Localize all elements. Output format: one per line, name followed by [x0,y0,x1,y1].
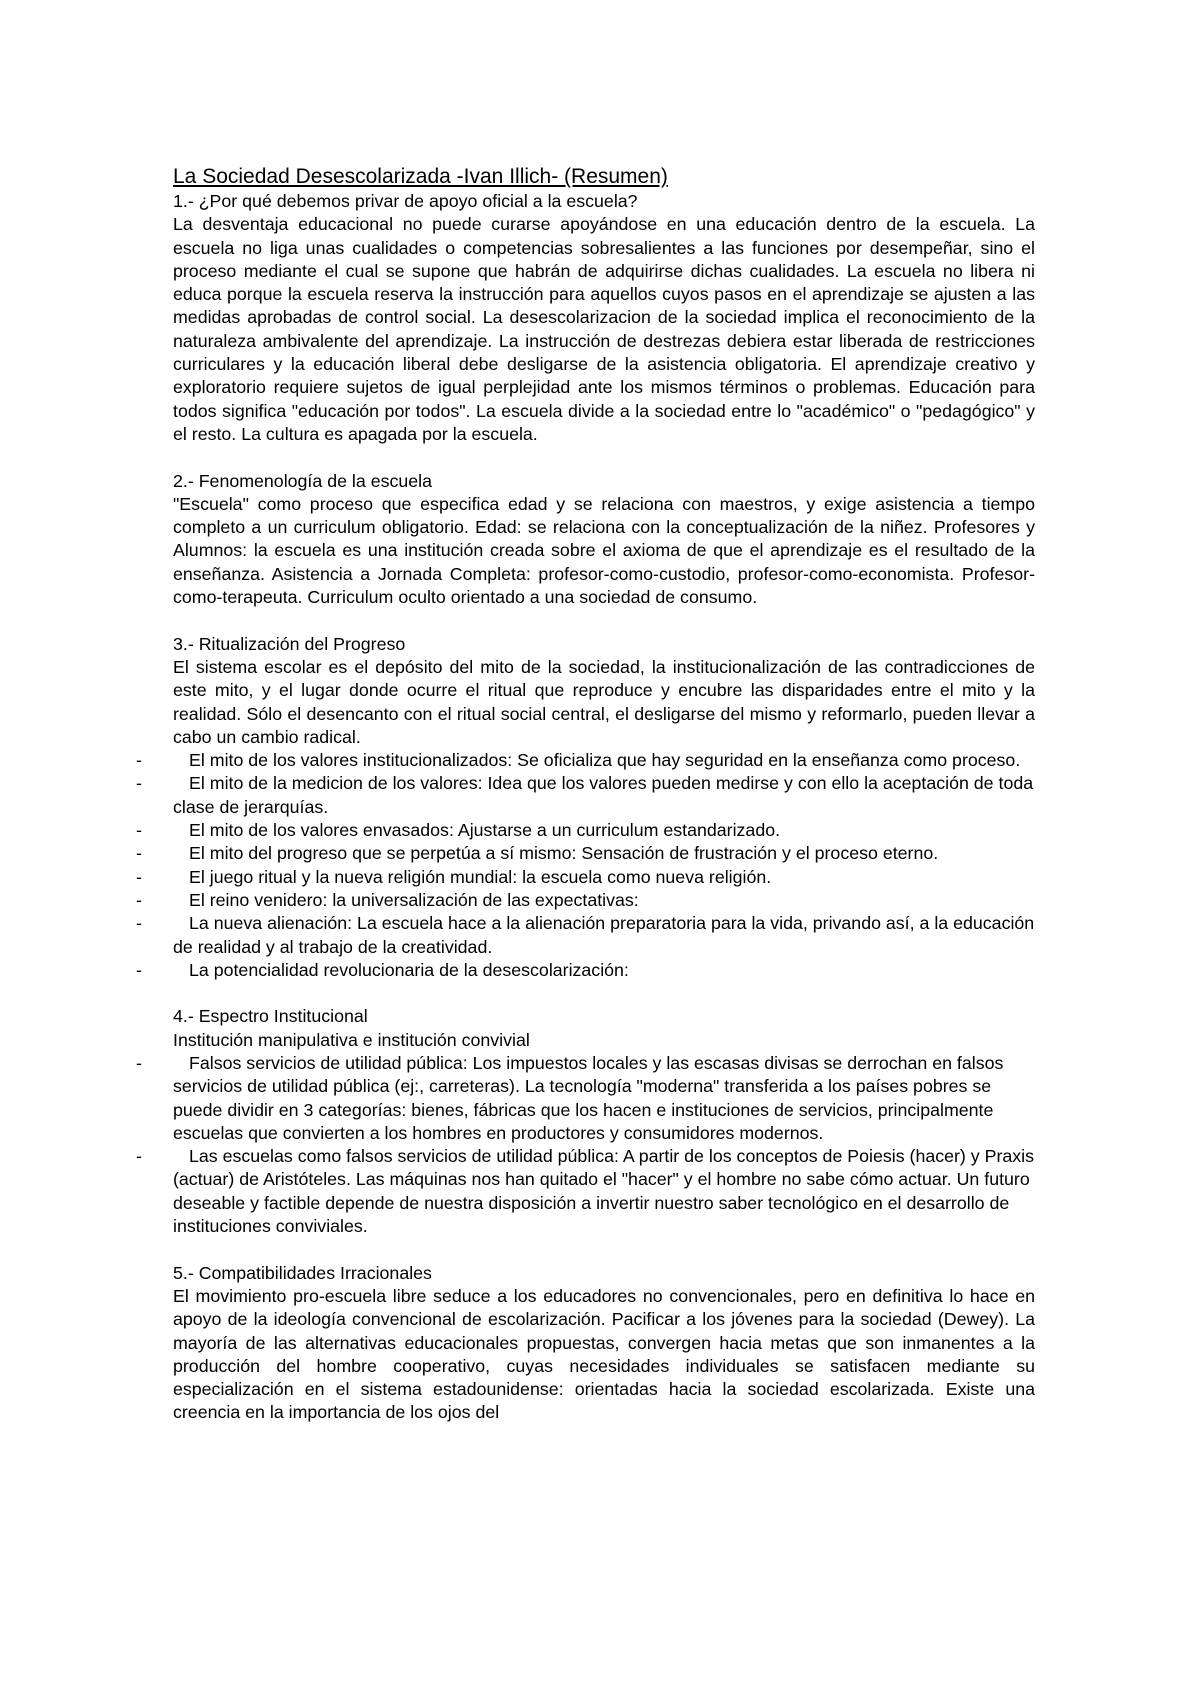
section-heading: 3.- Ritualización del Progreso [173,633,406,654]
list-item-text: El mito de la medicion de los valores: Idea que los valores pueden medirse y con ello la aceptación de toda clase de jerarquías. [173,773,1034,817]
bullet-marker: - [136,959,142,980]
bullet-marker: - [136,843,142,864]
section-heading: 2.- Fenomenología de la escuela [173,470,432,491]
section-heading: 5.- Compatibilidades Irracionales [173,1262,432,1283]
bullet-marker: - [136,1146,142,1167]
list-item [136,959,1035,982]
bullet-marker: - [136,913,142,934]
section-paragraph: El movimiento pro-escuela libre seduce a los educadores no convencionales, pero en definitiva lo hace en apoyo de la ideología convencional de escolarización. Pacificar a los jóvenes para la sociedad (Dewey). La mayoría de las alternativas educacionales propuestas, convergen hacia metas que son inmanentes a la producción del hombre cooperativo, cuyas necesidades individuales se satisfacen mediante su especialización en el sistema estadounidense: orientadas hacia la sociedad escolarizada. Existe una creencia en la importancia de los ojos del [173,1285,1035,1423]
list-item [136,772,1035,819]
section-spacer [173,1238,1035,1261]
list-item [136,819,1035,842]
section-spacer [173,446,1035,469]
list-item [136,842,1035,865]
list-item-text: El mito de los valores envasados: Ajustarse a un curriculum estandarizado. [189,820,781,841]
list-item-text: El juego ritual y la nueva religión mundial: la escuela como nueva religión. [189,866,772,887]
list-item-text: La potencialidad revolucionaria de la desescolarización: [189,959,629,980]
bullet-marker: - [136,866,142,887]
section-paragraph: "Escuela" como proceso que especifica edad y se relaciona con maestros, y exige asistencia a tiempo completo a un curriculum obligatorio. Edad: se relaciona con la conceptualización de la niñez. Profesores y Alumnos: la escuela es una institución creada sobre el axioma de que el aprendizaje es el resultado de la enseñanza. Asistencia a Jornada Completa: profesor-como-custodio, profesor-como-economista. Profesor-como-terapeuta. Curriculum oculto orientado a una sociedad de consumo. [173,493,1035,608]
section-heading: 1.- ¿Por qué debemos privar de apoyo oficial a la escuela? [173,191,638,211]
document-title: La Sociedad Desescolarizada -Ivan Illich- (Resumen) [173,165,668,188]
list-item [136,1145,1035,1238]
bullet-marker: - [136,773,142,794]
list-item [136,912,1035,959]
list-item [136,1052,1035,1145]
bullet-marker: - [136,750,142,771]
list-item [136,749,1035,772]
list-item-text: El mito del progreso que se perpetúa a sí mismo: Sensación de frustración y el proceso eterno. [189,843,939,864]
bullet-marker: - [136,820,142,841]
section-spacer [173,609,1035,632]
section-spacer [173,982,1035,1005]
list-item [136,866,1035,889]
bullet-marker: - [136,1052,142,1073]
section-paragraph: El sistema escolar es el depósito del mito de la sociedad, la institucionalización de las contradicciones de este mito, y el lugar donde ocurre el ritual que reproduce y encubre las disparidades entre el mito y la realidad. Sólo el desencanto con el ritual social central, el desligarse del mismo y reformarlo, pueden llevar a cabo un cambio radical. [173,656,1035,747]
list-item-text: Falsos servicios de utilidad pública: Los impuestos locales y las escasas divisas se derrochan en falsos servicios de utilidad pública (ej:, carreteras). La tecnología "moderna" transferida a los países pobres se puede dividir en 3 categorías: bienes, fábricas que los hacen e instituciones de servicios, principalmente escuelas que convierten a los hombres en productores y consumidores modernos. [173,1052,1004,1143]
document-body [136,164,1035,1425]
list-item-text: La nueva alienación: La escuela hace a la alienación preparatoria para la vida, privando así, a la educación de realidad y al trabajo de la creatividad. [173,913,1035,957]
list-item [136,889,1035,912]
list-item-text: El reino venidero: la universalización de las expectativas: [189,889,639,910]
bullet-list [136,1052,1035,1238]
bullet-marker: - [136,889,142,910]
section-subheading: Institución manipulativa e institución convivial [173,1029,530,1050]
section-paragraph: La desventaja educacional no puede curarse apoyándose en una educación dentro de la escuela. La escuela no liga unas cualidades o competencias sobresalientes a las funciones por desempeñar, sino el proceso mediante el cual se supone que habrán de adquirirse dichas cualidades. La escuela no libera ni educa porque la escuela reserva la instrucción para aquellos cuyos pasos en el aprendizaje se ajusten a las medidas aprobadas de control social. La desescolarizacion de la sociedad implica el reconocimiento de la naturaleza ambivalente del aprendizaje. La instrucción de destrezas debiera estar liberada de restricciones curriculares y la educación liberal debe desligarse de la asistencia obligatoria. El aprendizaje creativo y exploratorio requiere sujetos de igual perplejidad ante los mismos términos o problemas. Educación para todos significa "educación por todos". La escuela divide a la sociedad entre lo "académico" o "pedagógico" y el resto. La cultura es apagada por la escuela. [173,214,1035,444]
list-item-text: Las escuelas como falsos servicios de utilidad pública: A partir de los conceptos de Poiesis (hacer) y Praxis (actuar) de Aristóteles. Las máquinas nos han quitado el "hacer" y el hombre no sabe cómo actuar. Un futuro deseable y factible depende de nuestra disposición a invertir nuestro saber tecnológico en el desarrollo de instituciones conviviales. [173,1146,1035,1237]
section-heading: 4.- Espectro Institucional [173,1006,368,1027]
bullet-list [136,749,1035,982]
list-item-text: El mito de los valores institucionalizados: Se oficializa que hay seguridad en la enseñanza como proceso. [189,750,1021,771]
